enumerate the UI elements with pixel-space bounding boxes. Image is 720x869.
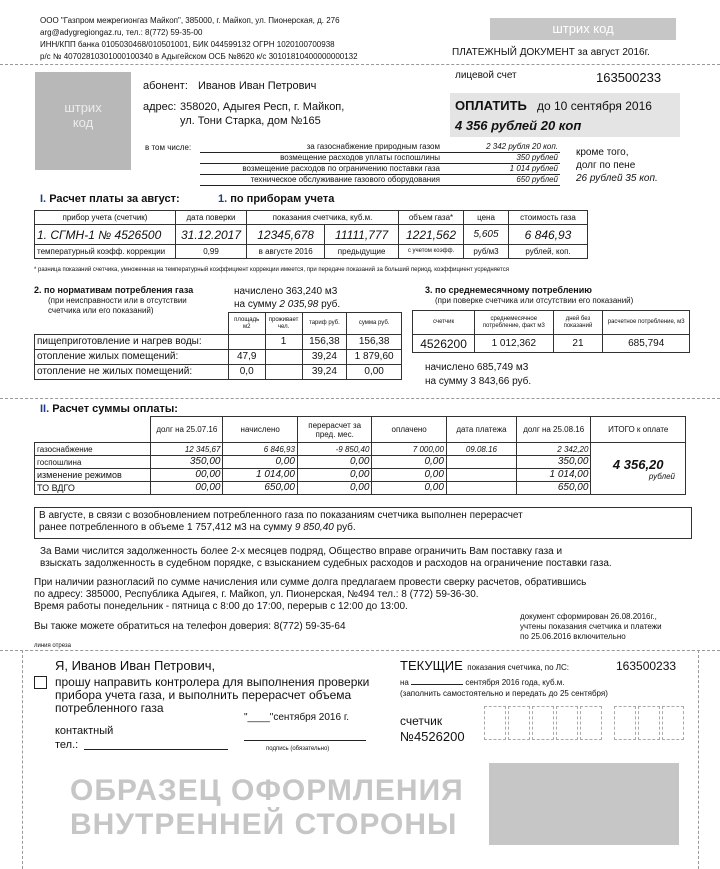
section2-title: 2. по нормативам потребления газа: [34, 285, 194, 295]
bank-line-2: р/с № 40702810301000100340 в Адыгейском ОСБ №8620 к/с 30101810400000000132: [40, 52, 358, 61]
coef-cell: температурный коэфф. коррекции: [35, 245, 176, 259]
footnote: * разница показаний счетчика, умноженная на температурный коэффициент коррекции имеется, при передаче показаний за больший период, коэффициент усредняется: [34, 267, 509, 273]
payment-row: ТО ВДГО 00,00 650,00 0,00 0,00 650,00: [35, 482, 686, 495]
cut-line-label: линия отреза: [34, 643, 72, 649]
section1-subtitle: 1. по приборам учета: [218, 193, 335, 205]
payment-item: возмещение расходов по ограничению поставки газа 1 014 рублей: [200, 164, 560, 175]
debt-warning-2: взыскать задолженность в судебном порядке, с взысканием судебных расходов и расходов на ограничение поставки газа.: [40, 558, 612, 569]
account-number-label: лицевой счет: [455, 70, 517, 81]
readings-date-line: на сентября 2016 года, куб.м.: [400, 678, 565, 687]
reading-digit-box[interactable]: [662, 706, 684, 740]
payment-row: госпошлина 350,00 0,00 0,00 0,00 350,00: [35, 456, 686, 469]
readings-digit-boxes[interactable]: [484, 706, 684, 740]
penalty-amount: 26 рублей 35 коп.: [576, 173, 658, 184]
section2-accrued: начислено 363,240 м3: [234, 286, 338, 297]
bank-line-1: ИНН/КПП банка 0105030468/010501001, БИК 044599132 ОГРН 1020100700938: [40, 40, 335, 49]
payment-row: изменение режимов 00,00 1 014,00 0,00 0,00 1 014,00: [35, 469, 686, 482]
company-line: ООО "Газпром межрегионгаз Майкоп", 385000, г. Майкоп, ул. Пионерская, д. 276: [40, 16, 340, 25]
formed-line-2: учтены показания счетчика и платежи: [520, 622, 662, 631]
avg-table: счетчик среднемесячное потребление, факт м3 дней без показаний расчетное потребление, м3 4526200 1 012,362 21 685,794: [412, 310, 690, 353]
cut-line-top: [0, 64, 720, 65]
payment-row: газоснабжение 12 345,67 6 846,93 -9 850,40 7 000,00 09.08.16 2 342,20 4 356,20 рублей: [35, 443, 686, 456]
recalc-note-line2: ранее потребленного в объеме 1 757,412 м3 на сумму 9 850,40 руб.: [39, 522, 356, 533]
cut-line-bottom: [0, 650, 720, 651]
section2-sum: на сумму 2 035,98 руб.: [234, 299, 341, 310]
pay-label: ОПЛАТИТЬ: [455, 98, 527, 113]
total-cell: 4 356,20 рублей: [591, 443, 686, 495]
payment-item: за газоснабжение природным газом 2 342 рубля 20 коп.: [200, 142, 560, 153]
payment-table: долг на 25.07.16 начислено перерасчет за пред. мес. оплачено дата платежа долг на 25.08.16 ИТОГО к оплате газоснабжение 12 345,67 6 846,93 -9 850,40 7 000,00 09.08.16 2 342,20 4 356,20 рублей госпошлина 350,00 0,00 0,00 0,00 350,00 изменение режимов 00,00 1 014,00 0,00 0,00 1 014,00 ТО ВДГО 00,00 650,00 0,00 0,00 650,00: [34, 416, 686, 495]
meter-label: счетчик: [400, 714, 443, 728]
norm-row: отопление жилых помещений: 47,9 39,24 1 879,60: [35, 350, 402, 365]
dispute-line-2: по адресу: 385000, Республика Адыгея, г. Майкоп, ул. Пионерская, №494 тел.: 8 (772) 59-36-30.: [34, 589, 479, 600]
request-line-2: прибора учета газа, и выполнить перерасчет объема: [55, 688, 352, 702]
contact-label: контактный: [55, 725, 114, 737]
penalty-line-1: кроме того,: [576, 147, 629, 158]
phone-label: тел.:: [55, 739, 79, 751]
dispute-line-1: При наличии разногласий по сумме начисления или сумме долга предлагаем провести сверку расчетов, обратившись: [34, 577, 587, 588]
signature-field[interactable]: [244, 740, 366, 741]
formed-line-1: документ сформирован 26.08.2016г.,: [520, 612, 657, 621]
pay-amount: 4 356 рублей 20 коп: [455, 118, 582, 133]
request-checkbox[interactable]: [34, 676, 47, 689]
pay-due: до 10 сентября 2016: [537, 99, 652, 113]
account-number: 163500233: [596, 70, 662, 85]
barcode-bottom: [489, 763, 679, 845]
recalc-note: В августе, в связи с возобновлением потребленного газа по показаниям счетчика выполнен перерасчет ранее потребленного в объеме 1 757,412 м3 на сумму 9 850,40 руб.: [34, 507, 692, 539]
payment-item: возмещение расходов уплаты госпошлины 350 рублей: [200, 153, 560, 164]
debt-warning-1: За Вами числится задолженность более 2-х месяцев подряд, Общество вправе ограничить Вам поставку газа и: [40, 546, 563, 557]
doc-title: ПЛАТЕЖНЫЙ ДОКУМЕНТ за август 2016г.: [452, 47, 650, 58]
penalty-line-2: долг по пене: [576, 160, 636, 171]
watermark-line-1: ОБРАЗЕЦ ОФОРМЛЕНИЯ: [70, 774, 464, 807]
section2-note-2: счетчика или его показаний): [48, 306, 154, 315]
reading-digit-box[interactable]: [508, 706, 530, 740]
section2b-title: II. Расчет суммы оплаты:: [40, 403, 178, 415]
hotline: Вы также можете обратиться на телефон доверия: 8(772) 59-35-64: [34, 621, 346, 632]
barcode-left: штрих код: [35, 72, 131, 170]
norm-row: отопление не жилых помещений: 0,0 39,24 0,00: [35, 365, 402, 380]
watermark-line-2: ВНУТРЕННЕЙ СТОРОНЫ: [70, 808, 458, 841]
barcode-top: штрих код: [490, 18, 676, 40]
section1-title: I. Расчет платы за август:: [40, 193, 180, 205]
avg-row: 4526200 1 012,362 21 685,794: [413, 335, 690, 353]
reading-digit-box[interactable]: [638, 706, 660, 740]
current-readings-title: ТЕКУЩИЕ показания счетчика, по ЛС:: [400, 658, 570, 673]
phone-field[interactable]: [84, 749, 228, 750]
dispute-line-3: Время работы понедельник - пятница с 8:00 до 17:00, перерыв с 12:00 до 13:00.: [34, 601, 408, 612]
applicant-name: Я, Иванов Иван Петрович,: [55, 658, 216, 673]
reading-digit-box[interactable]: [580, 706, 602, 740]
request-line-3: потребленного газа: [55, 701, 164, 715]
fold-line: [0, 398, 720, 399]
section2-note-1: (при неисправности или в отсутствии: [48, 296, 187, 305]
request-line-1: прошу направить контролера для выполнения проверки: [55, 675, 370, 689]
reading-digit-box[interactable]: [556, 706, 578, 740]
address-line-2: ул. Тони Старка, дом №165: [180, 115, 321, 127]
address-line-1: 358020, Адыгея Респ, г. Майкоп,: [180, 101, 345, 113]
including-label: в том числе:: [145, 143, 192, 152]
meter-table: прибор учета (счетчик) дата поверки показания счетчика, куб.м. объем газа* цена стоимость газа 1. СГМН-1 № 4526500 31.12.2017 12345,678 11111,777 1221,562 5,605 6 846,93 температурный коэфф. коррекции 0,99 в августе 2016 предыдущие с учетом коэфф. руб/м3 рублей, коп.: [34, 210, 588, 259]
section3-accrued: начислено 685,749 м3: [425, 362, 529, 373]
signature-label: подпись (обязательно): [266, 746, 330, 752]
section3-note: (при поверке счетчика или отсутствии его показаний): [435, 296, 634, 305]
subscriber-name: Иванов Иван Петрович: [198, 80, 317, 92]
formed-line-3: по 25.06.2016 включительно: [520, 632, 626, 641]
cut-line-right: [698, 650, 699, 869]
section3-sum: на сумму 3 843,66 руб.: [425, 376, 532, 387]
contacts-line: arg@adygregiongaz.ru, тел.: 8(772) 59-35-00: [40, 28, 203, 37]
subscriber-label: абонент:: [143, 80, 188, 92]
reading-digit-box[interactable]: [532, 706, 554, 740]
address-label: адрес:: [143, 101, 177, 113]
section3-title: 3. по среднемесячному потреблению: [425, 285, 592, 295]
reading-digit-box[interactable]: [484, 706, 506, 740]
reading-digit-box[interactable]: [614, 706, 636, 740]
meter-number: №4526200: [400, 729, 465, 744]
norm-row: пищеприготовление и нагрев воды: 1 156,38 156,38: [35, 335, 402, 350]
cut-line-left: [22, 650, 23, 869]
readings-day-field[interactable]: [411, 684, 463, 685]
request-date[interactable]: "____"сентября 2016 г.: [244, 712, 350, 723]
form-account-number: 163500233: [616, 659, 677, 673]
fill-note: (заполнить самостоятельно и передать до 25 сентября): [400, 689, 608, 698]
payment-item: техническое обслуживание газового оборудования 650 рублей: [200, 175, 560, 186]
norm-table: площадь м2 проживает чел. тариф руб. сумма руб. пищеприготовление и нагрев воды: 1 156,38 156,38 отопление жилых помещений: 47,9 39,24 1 879,60 отопление не жилых помещений: 0,0 39,24 0,00: [34, 312, 402, 380]
